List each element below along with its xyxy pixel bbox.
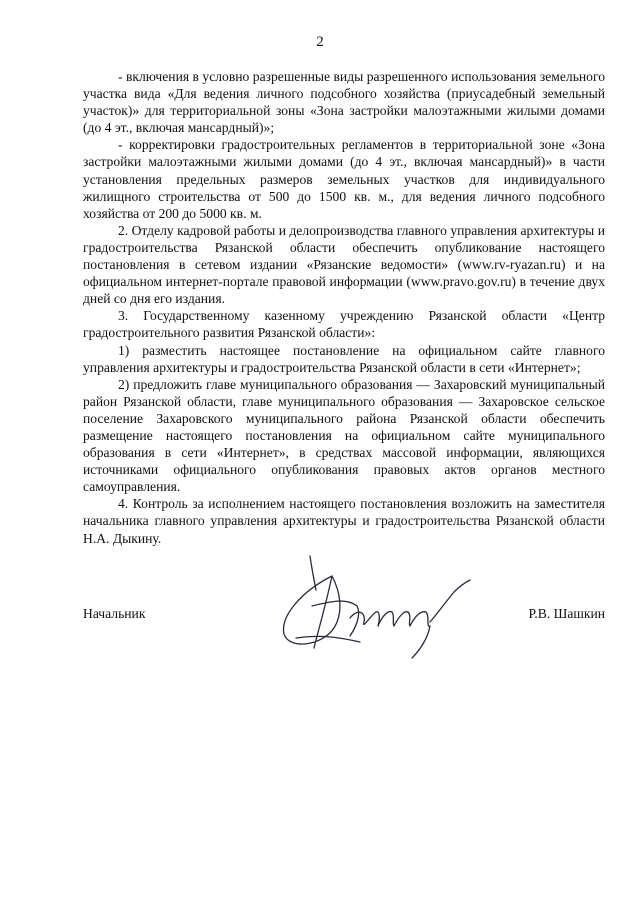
signatory-name: Р.В. Шашкин (528, 606, 605, 621)
paragraph-subitem-1-website: 1) разместить настоящее постановление на официальном сайте главного управления архитектуры и градостроительства Рязанской области в сети «Интернет»; (83, 342, 605, 375)
paragraph-item-4-control: 4. Контроль за исполнением настоящего постановления возложить на заместителя начальника главного управления архитектуры и градостроительства Рязанской области Н.А. Дыкину. (83, 496, 605, 546)
paragraph-item-2-publication: 2. Отделу кадровой работы и делопроизводства главного управления архитектуры и градостроительства Рязанской области обеспечить опубликование настоящего постановления в сетевом издании «Рязанские ведомости» (www.rv-ryazan.ru) и на официальном интернет-портале правовой информации (www.pravo.gov.ru) в течение двух дней со дня его издания. (83, 222, 605, 307)
paragraph-item-3-center: 3. Государственному казенному учреждению Рязанской области «Центр градостроительного развития Рязанской области»: (83, 308, 605, 341)
paragraph-subitem-2-proposal: 2) предложить главе муниципального образования — Захаровский муниципальный район Рязанской области, главе муниципального образования — Захаровское сельское поселение Захаровского муниципального района Рязанской области обеспечить размещение настоящего постановления на официальном сайте муниципального образования в сети «Интернет», в средствах массовой информации, являющихся источниками официального опубликования правовых актов органов местного самоуправления. (83, 376, 605, 495)
paragraph-inclusion-clause: - включения в условно разрешенные виды разрешенного использования земельного участка вида «Для ведения личного подсобного хозяйства (приусадебный земельный участок)» для территориальной зоны «Зона застройки малоэтажными жилыми домами (до 4 эт., включая мансардный)»; (83, 69, 605, 136)
page-number: 2 (316, 34, 324, 50)
handwritten-signature (262, 546, 482, 666)
document-body (83, 68, 605, 547)
paragraph-regulation-correction: - корректировки градостроительных регламентов в территориальной зоне «Зона застройки малоэтажными жилыми домами (до 4 эт., включая мансардный)» в части установления предельных размеров земельных участков для индивидуального жилищного строительства от 500 до 1500 кв. м., для ведения личного подсобного хозяйства от 200 до 5000 кв. м. (83, 137, 605, 221)
signatory-role: Начальник (83, 606, 146, 621)
